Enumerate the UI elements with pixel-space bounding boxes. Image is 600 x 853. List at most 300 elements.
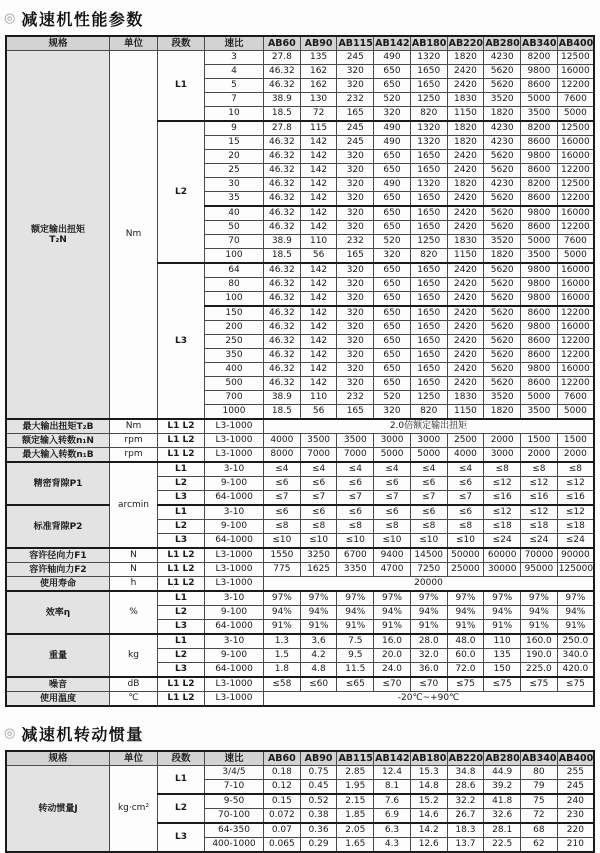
value-cell: 12200	[557, 377, 594, 391]
value-cell: 8600	[521, 164, 558, 178]
table-row	[6, 462, 594, 477]
value-cell: ≤10	[447, 534, 484, 549]
value-cell: 46.32	[264, 192, 301, 207]
value-cell: 1830	[447, 93, 484, 107]
value-cell: ≤18	[557, 520, 594, 534]
stage-cell: L3	[158, 534, 205, 549]
column-header-段数: 段数	[158, 36, 205, 51]
ratio-cell: 9-100	[205, 477, 264, 491]
column-header-AB340: AB340	[522, 753, 557, 764]
value-cell: 1150	[447, 107, 484, 122]
value-cell: 14.2	[410, 823, 447, 838]
value-cell: 320	[337, 306, 374, 321]
value-cell: 0.15	[264, 794, 301, 809]
row-label-cell: 转动惯量J	[6, 766, 110, 853]
value-cell: 7000	[300, 448, 337, 463]
value-cell: 650	[374, 79, 411, 93]
value-cell: 5620	[484, 278, 521, 292]
value-cell: 2420	[447, 263, 484, 278]
value-cell: 1320	[410, 136, 447, 150]
column-header-规格: 规格	[6, 36, 110, 51]
table-row	[6, 434, 594, 448]
value-cell: ≤60	[300, 677, 337, 692]
value-cell: 97%	[484, 591, 521, 606]
value-cell: 165	[337, 107, 374, 122]
ratio-cell: 1000	[205, 405, 264, 420]
value-cell: 210	[557, 838, 594, 853]
value-cell: 7600	[557, 391, 594, 405]
column-header-AB400: AB400	[558, 753, 594, 764]
value-cell: 142	[300, 278, 337, 292]
value-cell: 41.8	[484, 794, 521, 809]
value-cell: 320	[337, 79, 374, 93]
value-cell: 650	[374, 335, 411, 349]
value-cell: ≤75	[447, 677, 484, 692]
value-cell: ≤75	[521, 677, 558, 692]
value-cell: 490	[374, 51, 411, 65]
value-cell: 94%	[557, 606, 594, 620]
value-cell: 9400	[374, 548, 411, 563]
value-cell: 2000	[557, 448, 594, 463]
ratio-cell: 9-100	[205, 520, 264, 534]
value-cell: 80	[521, 766, 558, 780]
ratio-cell: L3-1000	[205, 419, 264, 434]
value-cell: ≤12	[557, 505, 594, 520]
ratio-cell: 5	[205, 79, 264, 93]
value-cell: 90000	[557, 548, 594, 563]
value-cell: 14.8	[410, 780, 447, 795]
value-cell: 110	[484, 634, 521, 649]
ratio-cell: 50	[205, 221, 264, 235]
value-cell: ≤12	[521, 477, 558, 491]
value-cell: 1650	[410, 164, 447, 178]
value-cell: 28.1	[484, 823, 521, 838]
value-cell: 142	[300, 221, 337, 235]
stage-cell: L1	[158, 766, 205, 795]
value-cell: 165	[337, 405, 374, 420]
value-cell: 9800	[521, 150, 558, 164]
value-cell: 38.9	[264, 391, 301, 405]
row-label-cell: 容许轴向力F2	[6, 563, 110, 577]
value-cell: ≤8	[447, 520, 484, 534]
value-cell: 18.5	[264, 107, 301, 122]
value-cell: ≤12	[521, 505, 558, 520]
value-cell: 320	[337, 221, 374, 235]
value-cell: 8200	[521, 178, 558, 192]
value-cell: 1.3	[264, 634, 301, 649]
value-cell: 650	[374, 192, 411, 207]
stage-cell: L2	[158, 477, 205, 491]
value-cell: 6700	[337, 548, 374, 563]
value-cell: 70000	[521, 548, 558, 563]
table-row	[6, 448, 594, 463]
value-cell: 94%	[264, 606, 301, 620]
table-row	[6, 51, 594, 65]
value-cell: 2420	[447, 192, 484, 207]
value-cell: 8600	[521, 335, 558, 349]
stage-cell: L1	[158, 591, 205, 606]
value-cell: 245	[337, 121, 374, 136]
value-cell: 6.3	[374, 823, 411, 838]
value-cell: ≤10	[300, 534, 337, 549]
value-cell: 91%	[521, 620, 558, 635]
ratio-cell: L3-1000	[205, 548, 264, 563]
value-cell: 5000	[521, 235, 558, 249]
ratio-cell: L3-1000	[205, 577, 264, 592]
value-cell: 27.8	[264, 121, 301, 136]
value-cell: ≤24	[521, 534, 558, 549]
value-cell: 18.5	[264, 405, 301, 420]
value-cell: 320	[374, 107, 411, 122]
value-cell: 1650	[410, 206, 447, 221]
ratio-cell: 9-100	[205, 649, 264, 663]
value-cell: 1550	[264, 548, 301, 563]
performance-section-header	[4, 7, 600, 30]
value-cell: ≤6	[447, 477, 484, 491]
ratio-cell: 9-50	[205, 794, 264, 809]
ratio-cell: L3-1000	[205, 692, 264, 707]
unit-cell: kg	[110, 634, 158, 677]
row-label-cell: 效率η	[6, 591, 110, 634]
value-cell: 91%	[337, 620, 374, 635]
stage-cell: L3	[158, 663, 205, 678]
value-cell: 26.7	[447, 809, 484, 824]
value-cell: 320	[337, 349, 374, 363]
value-cell: 320	[337, 377, 374, 391]
value-cell: ≤6	[447, 505, 484, 520]
value-cell: 142	[300, 321, 337, 335]
inertia-section-header	[4, 722, 600, 745]
value-cell: 1150	[447, 405, 484, 420]
value-cell: 2420	[447, 206, 484, 221]
stage-cell: L1	[158, 505, 205, 520]
value-cell: 5620	[484, 321, 521, 335]
value-cell: ≤16	[521, 491, 558, 506]
spanned-value-cell: -20℃~+90℃	[264, 692, 595, 707]
value-cell: 18.3	[447, 823, 484, 838]
value-cell: 46.32	[264, 321, 301, 335]
stage-cell: L1 L2	[158, 434, 205, 448]
stage-cell: L1	[158, 51, 205, 122]
value-cell: 16000	[557, 136, 594, 150]
value-cell: 3500	[337, 434, 374, 448]
value-cell: 91%	[557, 620, 594, 635]
stage-cell: L2	[158, 794, 205, 823]
value-cell: 3000	[410, 434, 447, 448]
value-cell: 2420	[447, 335, 484, 349]
value-cell: 420.0	[557, 663, 594, 678]
ratio-cell: 30	[205, 178, 264, 192]
value-cell: ≤6	[264, 505, 301, 520]
value-cell: 46.32	[264, 65, 301, 79]
value-cell: 2420	[447, 377, 484, 391]
value-cell: 1820	[484, 405, 521, 420]
value-cell: ≤6	[337, 477, 374, 491]
value-cell: 142	[300, 263, 337, 278]
value-cell: 142	[300, 335, 337, 349]
value-cell: 16000	[557, 150, 594, 164]
performance-table	[5, 35, 595, 707]
value-cell: 72.0	[447, 663, 484, 678]
value-cell: 3250	[300, 548, 337, 563]
value-cell: 9800	[521, 292, 558, 307]
value-cell: ≤10	[410, 534, 447, 549]
value-cell: 1650	[410, 192, 447, 207]
stage-cell: L1 L2	[158, 677, 205, 692]
column-header-AB340: AB340	[522, 38, 557, 49]
value-cell: 4.2	[300, 649, 337, 663]
column-header-规格: 规格	[6, 751, 110, 766]
value-cell: ≤6	[410, 505, 447, 520]
spanned-value-cell: 20000	[264, 577, 595, 592]
value-cell: 320	[337, 150, 374, 164]
value-cell: 94%	[374, 606, 411, 620]
value-cell: 1830	[447, 235, 484, 249]
value-cell: ≤16	[484, 491, 521, 506]
value-cell: 520	[374, 235, 411, 249]
value-cell: ≤58	[264, 677, 301, 692]
value-cell: 2000	[484, 434, 521, 448]
value-cell: 650	[374, 65, 411, 79]
value-cell: 9.5	[337, 649, 374, 663]
value-cell: ≤65	[337, 677, 374, 692]
row-label-cell: 噪音	[6, 677, 110, 692]
value-cell: 650	[374, 321, 411, 335]
stage-cell: L1 L2	[158, 692, 205, 707]
value-cell: 9800	[521, 321, 558, 335]
value-cell: 8600	[521, 349, 558, 363]
inertia-section-title: 减速机转动惯量	[21, 725, 144, 744]
row-label-cell: 精密背隙P1	[6, 462, 110, 505]
value-cell: 13.7	[447, 838, 484, 853]
row-label-cell: 容许径向力F1	[6, 548, 110, 563]
value-cell: 142	[300, 150, 337, 164]
value-cell: 97%	[447, 591, 484, 606]
value-cell: ≤6	[300, 477, 337, 491]
value-cell: 1650	[410, 292, 447, 307]
value-cell: 46.32	[264, 363, 301, 377]
value-cell: 650	[374, 278, 411, 292]
stage-cell: L1 L2	[158, 577, 205, 592]
value-cell: ≤4	[264, 462, 301, 477]
value-cell: 3500	[300, 434, 337, 448]
value-cell: 4000	[447, 448, 484, 463]
column-header-AB220: AB220	[448, 753, 484, 764]
value-cell: 12200	[557, 79, 594, 93]
unit-cell: rpm	[110, 448, 158, 463]
unit-cell: Nm	[110, 419, 158, 434]
value-cell: 39.2	[484, 780, 521, 795]
row-label-cell: 额定输出扭矩 T₂N	[6, 51, 110, 420]
column-header-AB180: AB180	[411, 38, 447, 49]
value-cell: 9800	[521, 206, 558, 221]
ratio-cell: L3-1000	[205, 677, 264, 692]
stage-cell: L1	[158, 634, 205, 649]
table-row	[6, 692, 594, 707]
ratio-cell: 9	[205, 121, 264, 136]
value-cell: 6.9	[374, 809, 411, 824]
value-cell: 1320	[410, 51, 447, 65]
value-cell: 5620	[484, 363, 521, 377]
value-cell: 142	[300, 306, 337, 321]
value-cell: 2.05	[337, 823, 374, 838]
value-cell: 8600	[521, 221, 558, 235]
value-cell: 16000	[557, 206, 594, 221]
value-cell: 24.0	[374, 663, 411, 678]
value-cell: 12500	[557, 178, 594, 192]
unit-cell: Nm	[110, 51, 158, 420]
table-row	[6, 677, 594, 692]
value-cell: ≤8	[300, 520, 337, 534]
value-cell: 4.8	[300, 663, 337, 678]
value-cell: 2420	[447, 79, 484, 93]
value-cell: 3520	[484, 93, 521, 107]
value-cell: 30000	[484, 563, 521, 577]
table-row	[6, 563, 594, 577]
stage-cell: L1	[158, 462, 205, 477]
value-cell: 820	[410, 405, 447, 420]
ratio-cell: 3/4/5	[205, 766, 264, 780]
ratio-cell: 20	[205, 150, 264, 164]
stage-cell: L2	[158, 649, 205, 663]
value-cell: 115	[300, 121, 337, 136]
ratio-cell: 3	[205, 51, 264, 65]
value-cell: 2420	[447, 65, 484, 79]
value-cell: ≤6	[300, 505, 337, 520]
stage-cell: L2	[158, 606, 205, 620]
value-cell: 1320	[410, 178, 447, 192]
unit-cell: %	[110, 591, 158, 634]
value-cell: ≤70	[410, 677, 447, 692]
value-cell: 1650	[410, 363, 447, 377]
ratio-cell: 40	[205, 206, 264, 221]
value-cell: 245	[337, 136, 374, 150]
value-cell: 820	[410, 249, 447, 264]
value-cell: 2420	[447, 349, 484, 363]
stage-cell: L1 L2	[158, 419, 205, 434]
column-header-AB142: AB142	[375, 38, 410, 49]
value-cell: 650	[374, 221, 411, 235]
value-cell: 97%	[300, 591, 337, 606]
value-cell: ≤6	[374, 477, 411, 491]
value-cell: 5620	[484, 150, 521, 164]
stage-cell: L3	[158, 620, 205, 635]
value-cell: 5620	[484, 335, 521, 349]
value-cell: 232	[337, 391, 374, 405]
value-cell: 5000	[557, 249, 594, 264]
value-cell: 5620	[484, 349, 521, 363]
value-cell: ≤10	[337, 534, 374, 549]
ratio-cell: 3-10	[205, 462, 264, 477]
value-cell: ≤75	[484, 677, 521, 692]
value-cell: 9800	[521, 363, 558, 377]
value-cell: 36.0	[410, 663, 447, 678]
value-cell: 1.8	[264, 663, 301, 678]
section-bullet-icon: ◎	[4, 11, 16, 26]
value-cell: ≤10	[374, 534, 411, 549]
spanned-value-cell: 2.0倍额定输出扭矩	[264, 419, 595, 434]
ratio-cell: 100	[205, 292, 264, 307]
section-bullet-icon: ◎	[4, 726, 16, 741]
value-cell: 245	[337, 51, 374, 65]
value-cell: 16000	[557, 292, 594, 307]
row-label-cell: 使用温度	[6, 692, 110, 707]
value-cell: 165	[337, 249, 374, 264]
ratio-cell: 7	[205, 93, 264, 107]
value-cell: 110	[300, 235, 337, 249]
value-cell: 16.0	[374, 634, 411, 649]
value-cell: 320	[337, 178, 374, 192]
ratio-cell: 64-1000	[205, 491, 264, 506]
value-cell: 142	[300, 178, 337, 192]
ratio-cell: 15	[205, 136, 264, 150]
value-cell: 320	[374, 249, 411, 264]
value-cell: 1650	[410, 79, 447, 93]
value-cell: 12200	[557, 335, 594, 349]
unit-cell: arcmin	[110, 462, 158, 548]
value-cell: 0.072	[264, 809, 301, 824]
value-cell: 340.0	[557, 649, 594, 663]
value-cell: 245	[557, 780, 594, 795]
value-cell: 3520	[484, 391, 521, 405]
value-cell: 60.0	[447, 649, 484, 663]
value-cell: 8600	[521, 136, 558, 150]
ratio-cell: L3-1000	[205, 563, 264, 577]
value-cell: ≤4	[337, 462, 374, 477]
value-cell: 1250	[410, 93, 447, 107]
value-cell: 2420	[447, 306, 484, 321]
value-cell: 32.0	[410, 649, 447, 663]
ratio-cell: 3-10	[205, 505, 264, 520]
value-cell: 62	[521, 838, 558, 853]
unit-cell: kg·cm²	[110, 766, 158, 853]
value-cell: 1500	[521, 434, 558, 448]
value-cell: ≤4	[447, 462, 484, 477]
value-cell: 320	[337, 278, 374, 292]
value-cell: 94%	[410, 606, 447, 620]
value-cell: 150	[484, 663, 521, 678]
value-cell: 60000	[484, 548, 521, 563]
ratio-cell: 64-350	[205, 823, 264, 838]
value-cell: ≤7	[374, 491, 411, 506]
column-header-AB115: AB115	[338, 753, 373, 764]
column-header-AB180: AB180	[411, 753, 447, 764]
value-cell: 142	[300, 192, 337, 207]
column-header-AB115: AB115	[338, 38, 373, 49]
row-label-cell: 额定输入转数n₁N	[6, 434, 110, 448]
column-header-速比: 速比	[205, 36, 264, 51]
column-header-速比: 速比	[205, 751, 264, 766]
stage-cell: L3	[158, 491, 205, 506]
value-cell: ≤7	[300, 491, 337, 506]
column-header-AB280: AB280	[485, 38, 520, 49]
value-cell: 1250	[410, 235, 447, 249]
table-row	[6, 634, 594, 649]
value-cell: 1.95	[337, 780, 374, 795]
value-cell: 1150	[447, 249, 484, 264]
value-cell: 46.32	[264, 79, 301, 93]
value-cell: 125000	[557, 563, 594, 577]
column-header-AB400: AB400	[558, 38, 594, 49]
value-cell: 1820	[447, 136, 484, 150]
value-cell: 7250	[410, 563, 447, 577]
value-cell: 5620	[484, 65, 521, 79]
value-cell: 46.32	[264, 178, 301, 192]
ratio-cell: 500	[205, 377, 264, 391]
value-cell: 8600	[521, 377, 558, 391]
value-cell: 5620	[484, 263, 521, 278]
value-cell: 5620	[484, 306, 521, 321]
